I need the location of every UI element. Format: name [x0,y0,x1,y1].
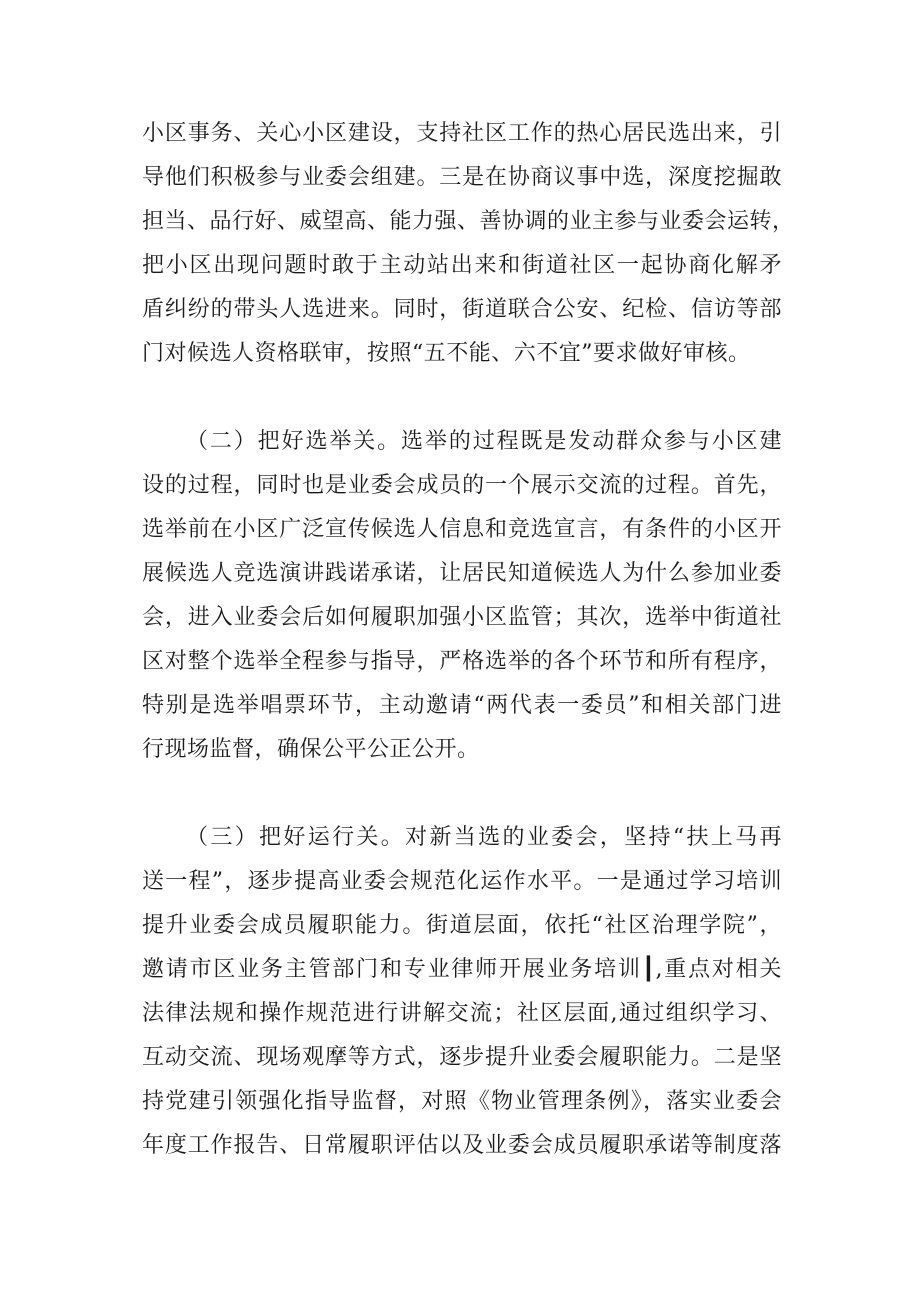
paragraph-line: 持党建引领强化指导监督，对照《物业管理条例》，落实业委会 [142,1089,782,1114]
paragraph-line: 盾纠纷的带头人选进来。同时，街道联合公安、纪检、信访等部 [142,297,782,322]
paragraph-line: 法律法规和操作规范进行讲解交流；社区层面,通过组织学习、 [142,1001,782,1026]
paragraph-line: 展候选人竞选演讲践诺承诺，让居民知道候选人为什么参加业委 [142,561,782,586]
paragraph-1 [142,112,795,376]
paragraph-2 [142,420,782,772]
paragraph-line: 特别是选举唱票环节，主动邀请“两代表一委员”和相关部门进 [142,693,782,718]
paragraph-line: 把小区出现问题时敢于主动站出来和街道社区一起协商化解矛 [142,253,782,278]
paragraph-line: 区对整个选举全程参与指导，严格选举的各个环节和所有程序， [142,649,782,674]
paragraph-line: 选举前在小区广泛宣传候选人信息和竞选宣言，有条件的小区开 [142,517,782,542]
paragraph-3 [142,816,782,1168]
paragraph-line: 互动交流、现场观摩等方式，逐步提升业委会履职能力。二是坚 [142,1045,782,1070]
paragraph-line: （三）把好运行关。对新当选的业委会，坚持“扶上马再 [186,825,782,850]
paragraph-line: 行现场监督，确保公平公正公开。 [142,737,480,762]
paragraph-line: 邀请市区业务主管部门和专业律师开展业务培训┃,重点对相关 [142,957,782,982]
paragraph-line: 送一程”，逐步提高业委会规范化运作水平。一是通过学习培训 [142,869,782,894]
paragraph-line: 导他们积极参与业委会组建。三是在协商议事中选，深度挖掘敢 [142,165,782,190]
paragraph-line: 小区事务、关心小区建设，支持社区工作的热心居民选出来，引 [142,121,782,146]
paragraph-line: 担当、品行好、威望高、能力强、善协调的业主参与业委会运转， [142,209,795,234]
paragraph-line: 设的过程，同时也是业委会成员的一个展示交流的过程。首先， [142,473,782,498]
paragraph-line: 门对候选人资格联审，按照“五不能、六不宜”要求做好审核。 [142,341,751,366]
paragraph-line: 会，进入业委会后如何履职加强小区监管；其次，选举中街道社 [142,605,782,630]
paragraph-line: 年度工作报告、日常履职评估以及业委会成员履职承诺等制度落 [142,1133,782,1158]
paragraph-line: （二）把好选举关。选举的过程既是发动群众参与小区建 [186,429,782,454]
paragraph-line: 提升业委会成员履职能力。街道层面，依托“社区治理学院”， [142,913,782,938]
